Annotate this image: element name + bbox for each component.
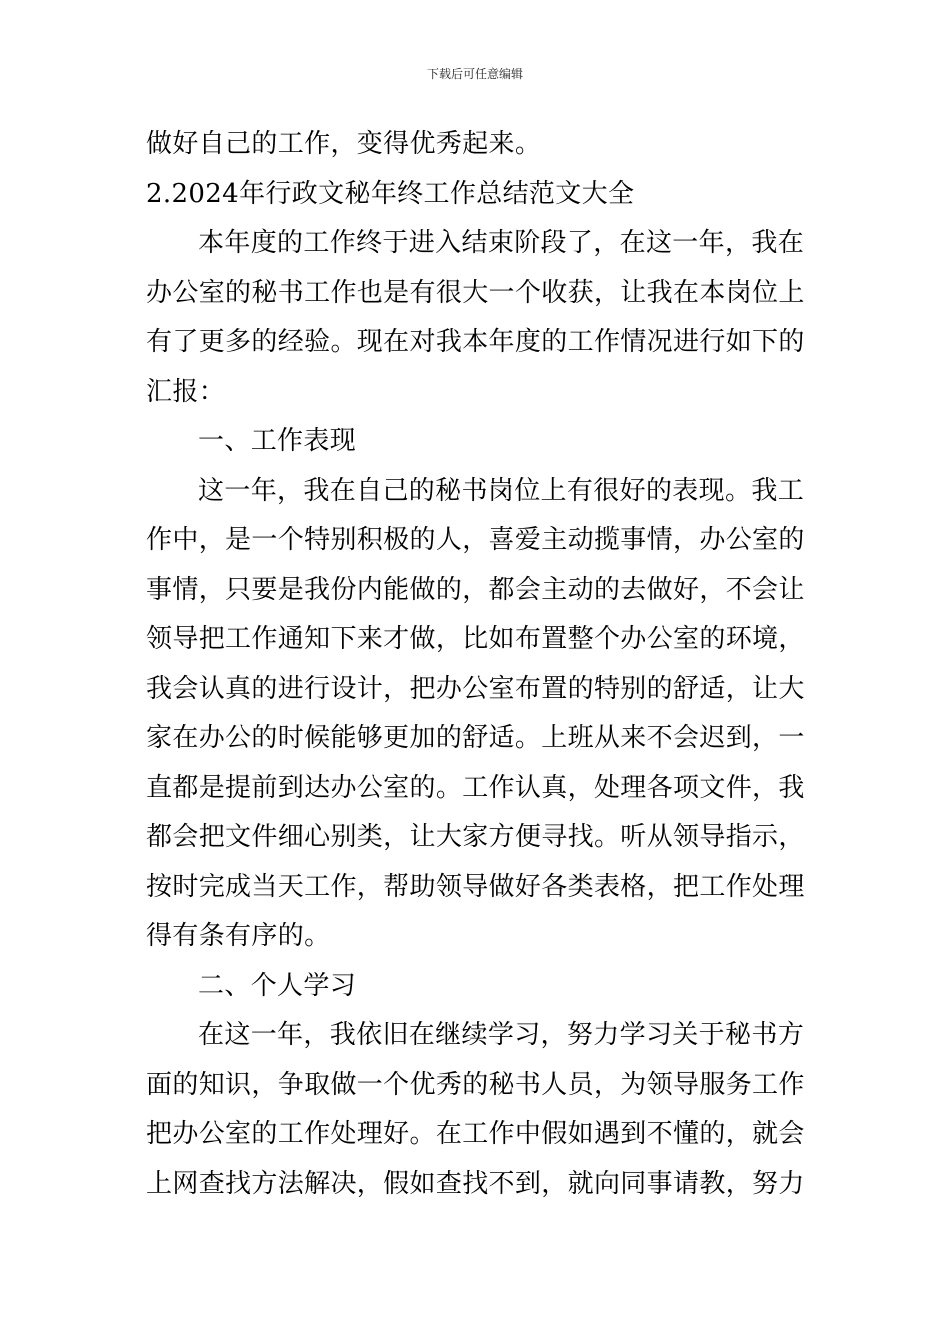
subsection-heading: 二、个人学习 — [198, 970, 357, 1001]
text-line: 做好自己的工作，变得优秀起来。 — [146, 129, 542, 159]
document-body — [146, 120, 806, 1209]
paragraph-line: 事情，只要是我份内能做的，都会主动的去做好，不会让 — [146, 574, 805, 605]
subsection-heading: 一、工作表现 — [198, 426, 357, 456]
paragraph-line: 上网查找方法解决，假如查找不到，就向同事请教，努力 — [146, 1168, 805, 1199]
paragraph-line: 办公室的秘书工作也是有很大一个收获，让我在本岗位上 — [146, 277, 805, 308]
paragraph-line: 都会把文件细心别类，让大家方便寻找。听从领导指示， — [146, 822, 805, 852]
paragraph-line: 在这一年，我依旧在继续学习，努力学习关于秘书方 — [198, 1020, 805, 1050]
paragraph-line: 我会认真的进行设计，把办公室布置的特别的舒适，让大 — [146, 673, 805, 704]
paragraph-line: 汇报： — [146, 376, 226, 407]
section-title: 2.2024年行政文秘年终工作总结范文大全 — [146, 178, 635, 209]
paragraph-line: 家在办公的时候能够更加的舒适。上班从来不会迟到，一 — [146, 723, 805, 753]
paragraph-line: 得有条有序的。 — [146, 921, 331, 951]
paragraph-line: 这一年，我在自己的秘书岗位上有很好的表现。我工 — [198, 475, 805, 506]
header-note: 下载后可任意编辑 — [426, 67, 523, 81]
paragraph-line: 领导把工作通知下来才做，比如布置整个办公室的环境， — [146, 624, 805, 654]
paragraph-line: 按时完成当天工作，帮助领导做好各类表格，把工作处理 — [146, 871, 805, 902]
paragraph-line: 本年度的工作终于进入结束阶段了，在这一年，我在 — [198, 228, 805, 258]
paragraph-line: 面的知识，争取做一个优秀的秘书人员，为领导服务工作 — [146, 1069, 805, 1100]
paragraph-line: 直都是提前到达办公室的。工作认真，处理各项文件，我 — [146, 772, 805, 803]
paragraph-line: 把办公室的工作处理好。在工作中假如遇到不懂的，就会 — [146, 1119, 805, 1149]
paragraph-line: 作中，是一个特别积极的人，喜爱主动揽事情，办公室的 — [146, 525, 805, 555]
paragraph-line: 有了更多的经验。现在对我本年度的工作情况进行如下的 — [146, 327, 805, 357]
